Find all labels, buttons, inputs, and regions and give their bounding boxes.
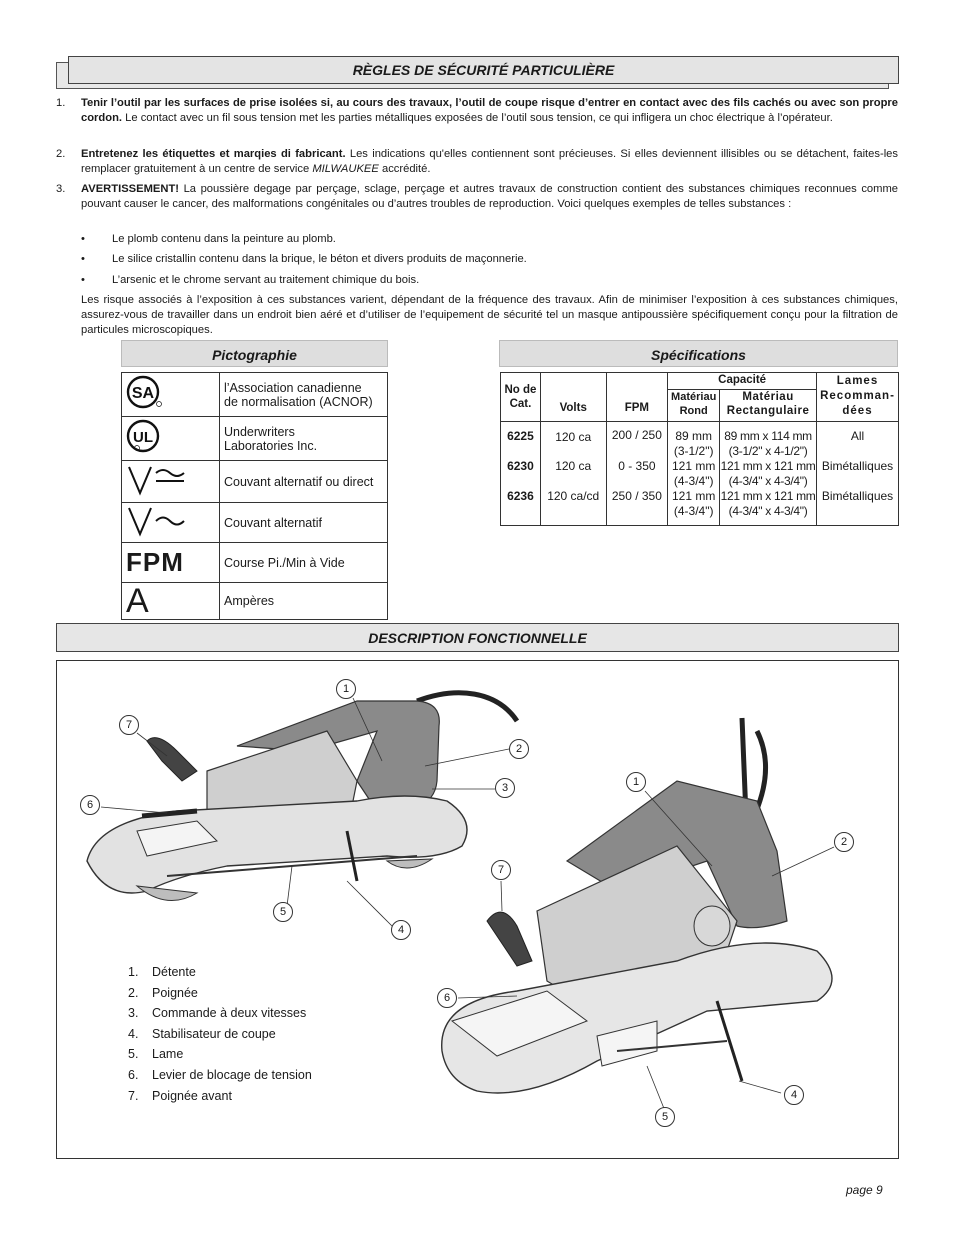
bullet-item: • Le plomb contenu dans la peinture au plomb.	[81, 233, 336, 245]
pictographie-table	[121, 372, 388, 620]
rule-bold: Entretenez les étiquettes et marqies di fabricant.	[81, 148, 346, 160]
col-header-rect: Matériau Rectangulaire	[720, 390, 817, 422]
callout-right: 2	[834, 832, 854, 852]
fpm-description: Course Pi./Min à Vide	[220, 543, 388, 583]
cell-cat: 6230	[507, 459, 534, 473]
fpm-icon: FPM	[122, 543, 220, 583]
cell-rond: 121 mm (4-3/4")	[668, 459, 720, 489]
col-header-capacite: Capacité	[668, 373, 817, 390]
callout-right: 4	[784, 1085, 804, 1105]
table-row	[501, 489, 899, 526]
band-saw-illustration-left	[57, 661, 898, 1158]
rule-number: 2.	[56, 148, 66, 160]
legend-item: 7. Poignée avant	[128, 1089, 232, 1103]
col-header-fpm: FPM	[606, 373, 668, 422]
section-title-description: DESCRIPTION FONCTIONNELLE	[56, 623, 899, 652]
rule-text: Le contact avec un fil sous tension met les parties métalliques exposées de l’outil sous tension, ce qui infligera un choc électrique à l’opérateur.	[122, 112, 833, 124]
pictographie-title: Pictographie	[121, 340, 388, 367]
svg-text:SA: SA	[131, 385, 155, 402]
callout-left: 2	[509, 739, 529, 759]
callout-right: 6	[437, 988, 457, 1008]
rule-number: 3.	[56, 183, 66, 195]
rule-text: La poussière degage par perçage, sclage, perçage et autres travaux de construction contient des substances chimiques reconnues comme pouvant causer le cancer, des malformations congénitales ou d’autres troubles de reproduction. Voici quelques exemples de telles substances :	[81, 183, 898, 210]
cell-fpm: 250 / 350	[606, 489, 668, 526]
section-title-safety: RÈGLES DE SÉCURITÉ PARTICULIÈRE	[68, 56, 899, 84]
col-header-rond: Matériau Rond	[668, 390, 720, 422]
cell-fpm: 0 - 350	[606, 459, 668, 489]
ac-icon	[122, 503, 220, 543]
rule-1	[56, 96, 898, 126]
callout-right: 5	[655, 1107, 675, 1127]
amperes-description: Ampères	[220, 583, 388, 620]
cell-cat: 6225	[507, 429, 534, 443]
page-number: page 9	[846, 1183, 883, 1197]
description-figure-frame	[56, 660, 899, 1159]
cell-volts: 120 ca	[540, 422, 606, 460]
cell-lames: Bimétalliques	[817, 459, 899, 489]
brand-name: MILWAUKEE	[312, 163, 379, 175]
table-row	[122, 583, 388, 620]
cell-lames: All	[817, 422, 899, 460]
col-header-volts: Volts	[540, 373, 606, 422]
callout-left: 5	[273, 902, 293, 922]
specifications-title: Spécifications	[499, 340, 898, 367]
cell-cat: 6236	[507, 489, 534, 503]
cell-lames: Bimétalliques	[817, 489, 899, 526]
ac-dc-icon	[122, 461, 220, 503]
callout-left: 4	[391, 920, 411, 940]
table-row	[122, 461, 388, 503]
table-row	[501, 459, 899, 489]
closing-paragraph: Les risque associés à l’exposition à ces substances varient, dépendant de la fréquence des travaux. Afin de minimiser l’exposition à ces substances chimiques, assurez-vous de travailler dans un endroit bien aéré et d’utiliser de l’equipement de sécurité tel un masque antipoussière spécifiquement conçu pour la filtration de particules microscopiques.	[81, 294, 898, 336]
legend-item: 3. Commande à deux vitesses	[128, 1006, 307, 1020]
bullet-item: • Le silice cristallin contenu dans la brique, le béton et divers produits de maçonnerie.	[81, 253, 527, 265]
callout-left: 3	[495, 778, 515, 798]
legend-item: 6. Levier de blocage de tension	[128, 1068, 312, 1082]
csa-description: l’Association canadienne de normalisation (ACNOR)	[220, 373, 388, 417]
callout-right: 1	[626, 772, 646, 792]
ul-icon	[122, 417, 220, 461]
col-header-cat: No de Cat.	[501, 373, 541, 422]
table-row	[122, 373, 388, 417]
rule-3	[56, 182, 898, 212]
cell-rect: 121 mm x 121 mm (4-3/4" x 4-3/4")	[720, 459, 816, 488]
rule-text: Les indications qu'elles contiennent sont précieuses. Si elles deviennent illisibles ou se détachent, faites-les remplacer gratuitement à un centre de service	[81, 148, 899, 175]
svg-text:UL: UL	[133, 429, 153, 446]
bullet-item: • L’arsenic et le chrome servant au traitement chimique du bois.	[81, 274, 420, 286]
legend-item: 4. Stabilisateur de coupe	[128, 1027, 276, 1041]
cell-fpm: 200 / 250	[606, 422, 668, 460]
cell-rond: 89 mm (3-1/2")	[668, 422, 720, 460]
amperes-icon: A	[122, 583, 220, 620]
callout-left: 7	[119, 715, 139, 735]
table-row	[122, 543, 388, 583]
callout-left: 6	[80, 795, 100, 815]
ul-description: Underwriters Laboratories Inc.	[220, 417, 388, 461]
cell-rect: 89 mm x 114 mm (3-1/2" x 4-1/2")	[720, 422, 817, 460]
legend-item: 5. Lame	[128, 1047, 184, 1061]
table-row	[122, 417, 388, 461]
callout-right: 7	[491, 860, 511, 880]
rule-2	[56, 147, 898, 177]
specifications-table	[500, 372, 899, 526]
table-row	[122, 503, 388, 543]
ac-description: Couvant alternatif	[220, 503, 388, 543]
cell-volts: 120 ca/cd	[540, 489, 606, 526]
table-header-row	[501, 373, 899, 390]
legend-item: 1. Détente	[128, 965, 196, 979]
rule-text-end: accrédité.	[378, 163, 431, 175]
rule-number: 1.	[56, 97, 66, 109]
cell-rond: 121 mm (4-3/4")	[668, 489, 720, 526]
rule-bold: Tenir l’outil par les surfaces de prise isolées si, au cours des travaux, l’outil de coupe risque d’entrer en contact avec des fils cachés ou avec son propre cordon.	[81, 97, 898, 124]
table-row	[501, 422, 899, 460]
csa-icon	[122, 373, 220, 417]
cell-volts: 120 ca	[540, 459, 606, 489]
legend-item: 2. Poignée	[128, 986, 198, 1000]
col-header-lames: Lames Recomman- dées	[817, 373, 899, 422]
cell-rect: 121 mm x 121 mm (4-3/4" x 4-3/4")	[720, 489, 817, 526]
callout-left: 1	[336, 679, 356, 699]
ac-dc-description: Couvant alternatif ou direct	[220, 461, 388, 503]
rule-bold: AVERTISSEMENT!	[81, 183, 179, 195]
